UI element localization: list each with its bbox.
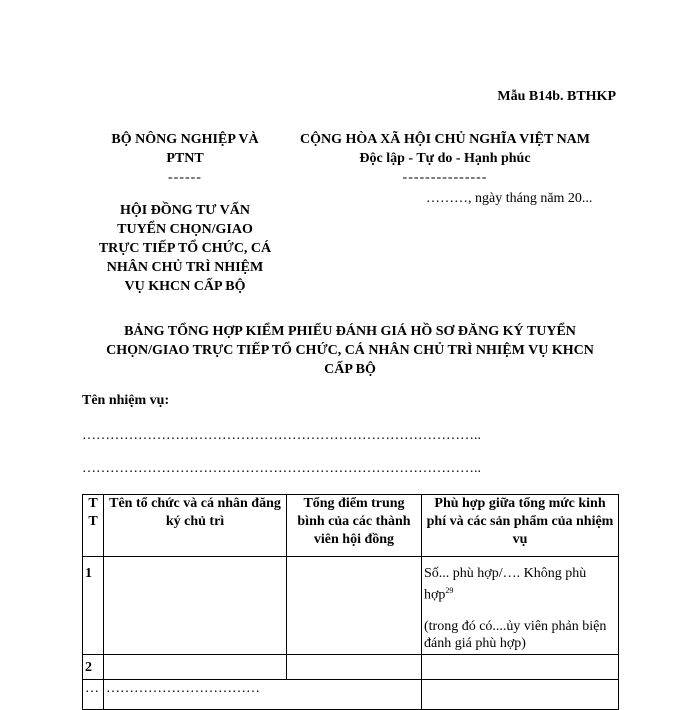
reviewer-note: (trong đó có....ủy viên phản biện đánh giá phù hợp) <box>424 618 607 651</box>
task-name-dotted-line: ………………………………………………………………………….. <box>82 461 481 476</box>
task-name-dotted-line: ………………………………………………………………………….. <box>82 428 481 443</box>
council-line: VỤ KHCN CẤP BỘ <box>124 279 246 294</box>
score-cell <box>287 655 422 680</box>
national-motto: Độc lập - Tự do - Hạnh phúc <box>359 151 531 166</box>
organization-cell <box>104 557 287 655</box>
budget-fit-cell <box>422 680 619 710</box>
right-separator: --------------- <box>402 170 488 185</box>
table-row <box>83 557 619 655</box>
council-line: TRỰC TIẾP TỔ CHỨC, CÁ <box>98 241 272 256</box>
row-number: 2 <box>83 655 104 680</box>
council-line: HỘI ĐỒNG TƯ VẤN <box>119 203 251 218</box>
budget-fit-cell <box>422 655 619 680</box>
form-code: Mẫu B14b. BTHKP <box>497 89 616 104</box>
ministry-line-2: PTNT <box>166 151 204 166</box>
header-budget-fit: Phù hợp giữa tổng mức kinh phí và các sản phẩm của nhiệm vụ <box>422 495 619 557</box>
document-title <box>80 322 620 379</box>
left-separator: ------ <box>168 170 202 185</box>
table-row <box>83 680 619 710</box>
score-cell <box>287 557 422 655</box>
fit-count-text: Số... phù hợp/…. Không phù hợp <box>424 566 587 603</box>
ministry-line-1: BỘ NÔNG NGHIỆP VÀ <box>111 132 259 147</box>
title-line: BẢNG TỔNG HỢP KIỂM PHIẾU ĐÁNH GIÁ HỒ SƠ ĐĂNG KÝ TUYỂN <box>124 324 576 339</box>
organization-cell <box>104 655 287 680</box>
organization-cell: …………………………… <box>104 680 422 710</box>
row-number: 1 <box>83 557 104 655</box>
title-line: CHỌN/GIAO TRỰC TIẾP TỔ CHỨC, CÁ NHÂN CHỦ TRÌ NHIỆM VỤ KHCN <box>106 343 594 358</box>
header-organization: Tên tổ chức và cá nhân đăng ký chủ trì <box>104 495 287 557</box>
header-average-score: Tổng điểm trung bình của các thành viên hội đồng <box>287 495 422 557</box>
national-header-block <box>280 130 610 187</box>
task-name-label: Tên nhiệm vụ: <box>82 393 170 408</box>
table-row <box>83 655 619 680</box>
row-number: … <box>83 680 104 710</box>
table-header-row <box>83 495 619 557</box>
title-line: CẤP BỘ <box>324 362 376 377</box>
date-line: ………, ngày tháng năm 20... <box>426 191 593 206</box>
council-line: TUYỂN CHỌN/GIAO <box>117 222 253 237</box>
header-tt: TT <box>83 495 104 557</box>
council-line: NHÂN CHỦ TRÌ NHIỆM <box>106 260 264 275</box>
budget-fit-cell <box>422 557 619 655</box>
summary-table <box>82 494 619 710</box>
issuing-authority-block <box>80 130 290 296</box>
council-name <box>80 201 290 296</box>
country-name: CỘNG HÒA XÃ HỘI CHỦ NGHĨA VIỆT NAM <box>299 132 590 147</box>
footnote-ref: 29 <box>445 586 454 595</box>
